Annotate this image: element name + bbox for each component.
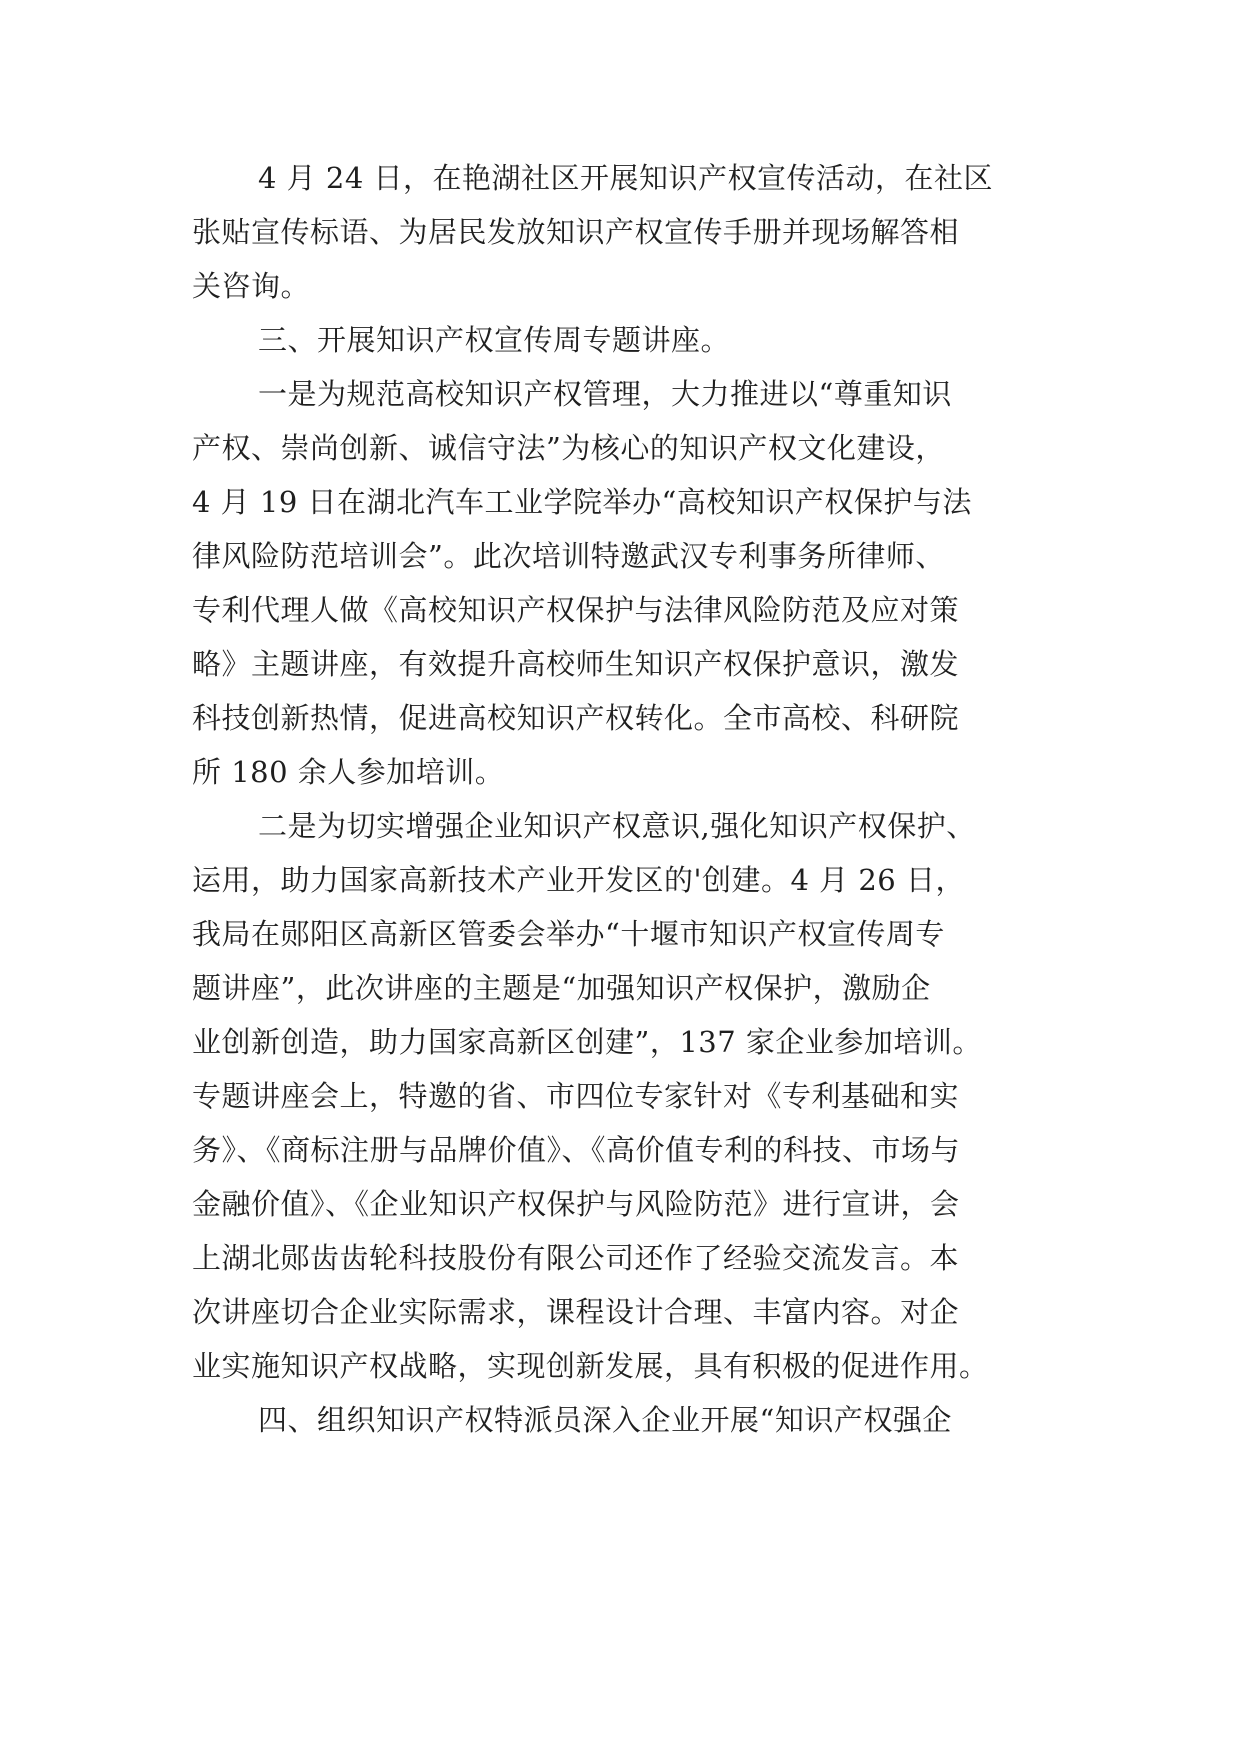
- text-line: 次讲座切合企业实际需求，课程设计合理、丰富内容。对企: [192, 1295, 960, 1329]
- text-line: 略》主题讲座，有效提升高校师生知识产权保护意识，激发: [192, 647, 960, 681]
- text-line: 张贴宣传标语、为居民发放知识产权宣传手册并现场解答相: [192, 215, 960, 249]
- text-line: 二是为切实增强企业知识产权意识,强化知识产权保护、: [258, 809, 976, 843]
- text-line: 业创新创造，助力国家高新区创建”，137 家企业参加培训。: [192, 1025, 982, 1059]
- section-heading: 三、开展知识产权宣传周专题讲座。: [258, 323, 731, 357]
- text-line: 专利代理人做《高校知识产权保护与法律风险防范及应对策: [192, 593, 960, 627]
- text-line: 4 月 19 日在湖北汽车工业学院举办“高校知识产权保护与法: [192, 485, 972, 519]
- text-line: 律风险防范培训会”。此次培训特邀武汉专利事务所律师、: [192, 539, 945, 573]
- text-line: 4 月 24 日，在艳湖社区开展知识产权宣传活动，在社区: [258, 161, 994, 195]
- text-line: 科技创新热情，促进高校知识产权转化。全市高校、科研院: [192, 701, 960, 735]
- text-line: 业实施知识产权战略，实现创新发展，具有积极的促进作用。: [192, 1349, 989, 1383]
- text-line: 产权、崇尚创新、诚信守法”为核心的知识产权文化建设，: [192, 431, 945, 465]
- section-heading: 四、组织知识产权特派员深入企业开展“知识产权强企: [258, 1403, 952, 1437]
- text-line: 关咨询。: [192, 269, 311, 303]
- text-line: 一是为规范高校知识产权管理，大力推进以“尊重知识: [258, 377, 952, 411]
- text-line: 我局在郧阳区高新区管委会举办“十堰市知识产权宣传周专: [192, 917, 945, 951]
- text-line: 题讲座”，此次讲座的主题是“加强知识产权保护，激励企: [192, 971, 931, 1005]
- text-line: 专题讲座会上，特邀的省、市四位专家针对《专利基础和实: [192, 1079, 960, 1113]
- text-line: 所 180 余人参加培训。: [192, 755, 505, 789]
- text-line: 运用，助力国家高新技术产业开发区的'创建。4 月 26 日，: [192, 863, 965, 897]
- text-line: 上湖北郧齿齿轮科技股份有限公司还作了经验交流发言。本: [192, 1241, 960, 1275]
- text-line: 务》、《商标注册与品牌价值》、《高价值专利的科技、市场与: [192, 1133, 961, 1167]
- text-line: 金融价值》、《企业知识产权保护与风险防范》进行宣讲，会: [192, 1187, 960, 1221]
